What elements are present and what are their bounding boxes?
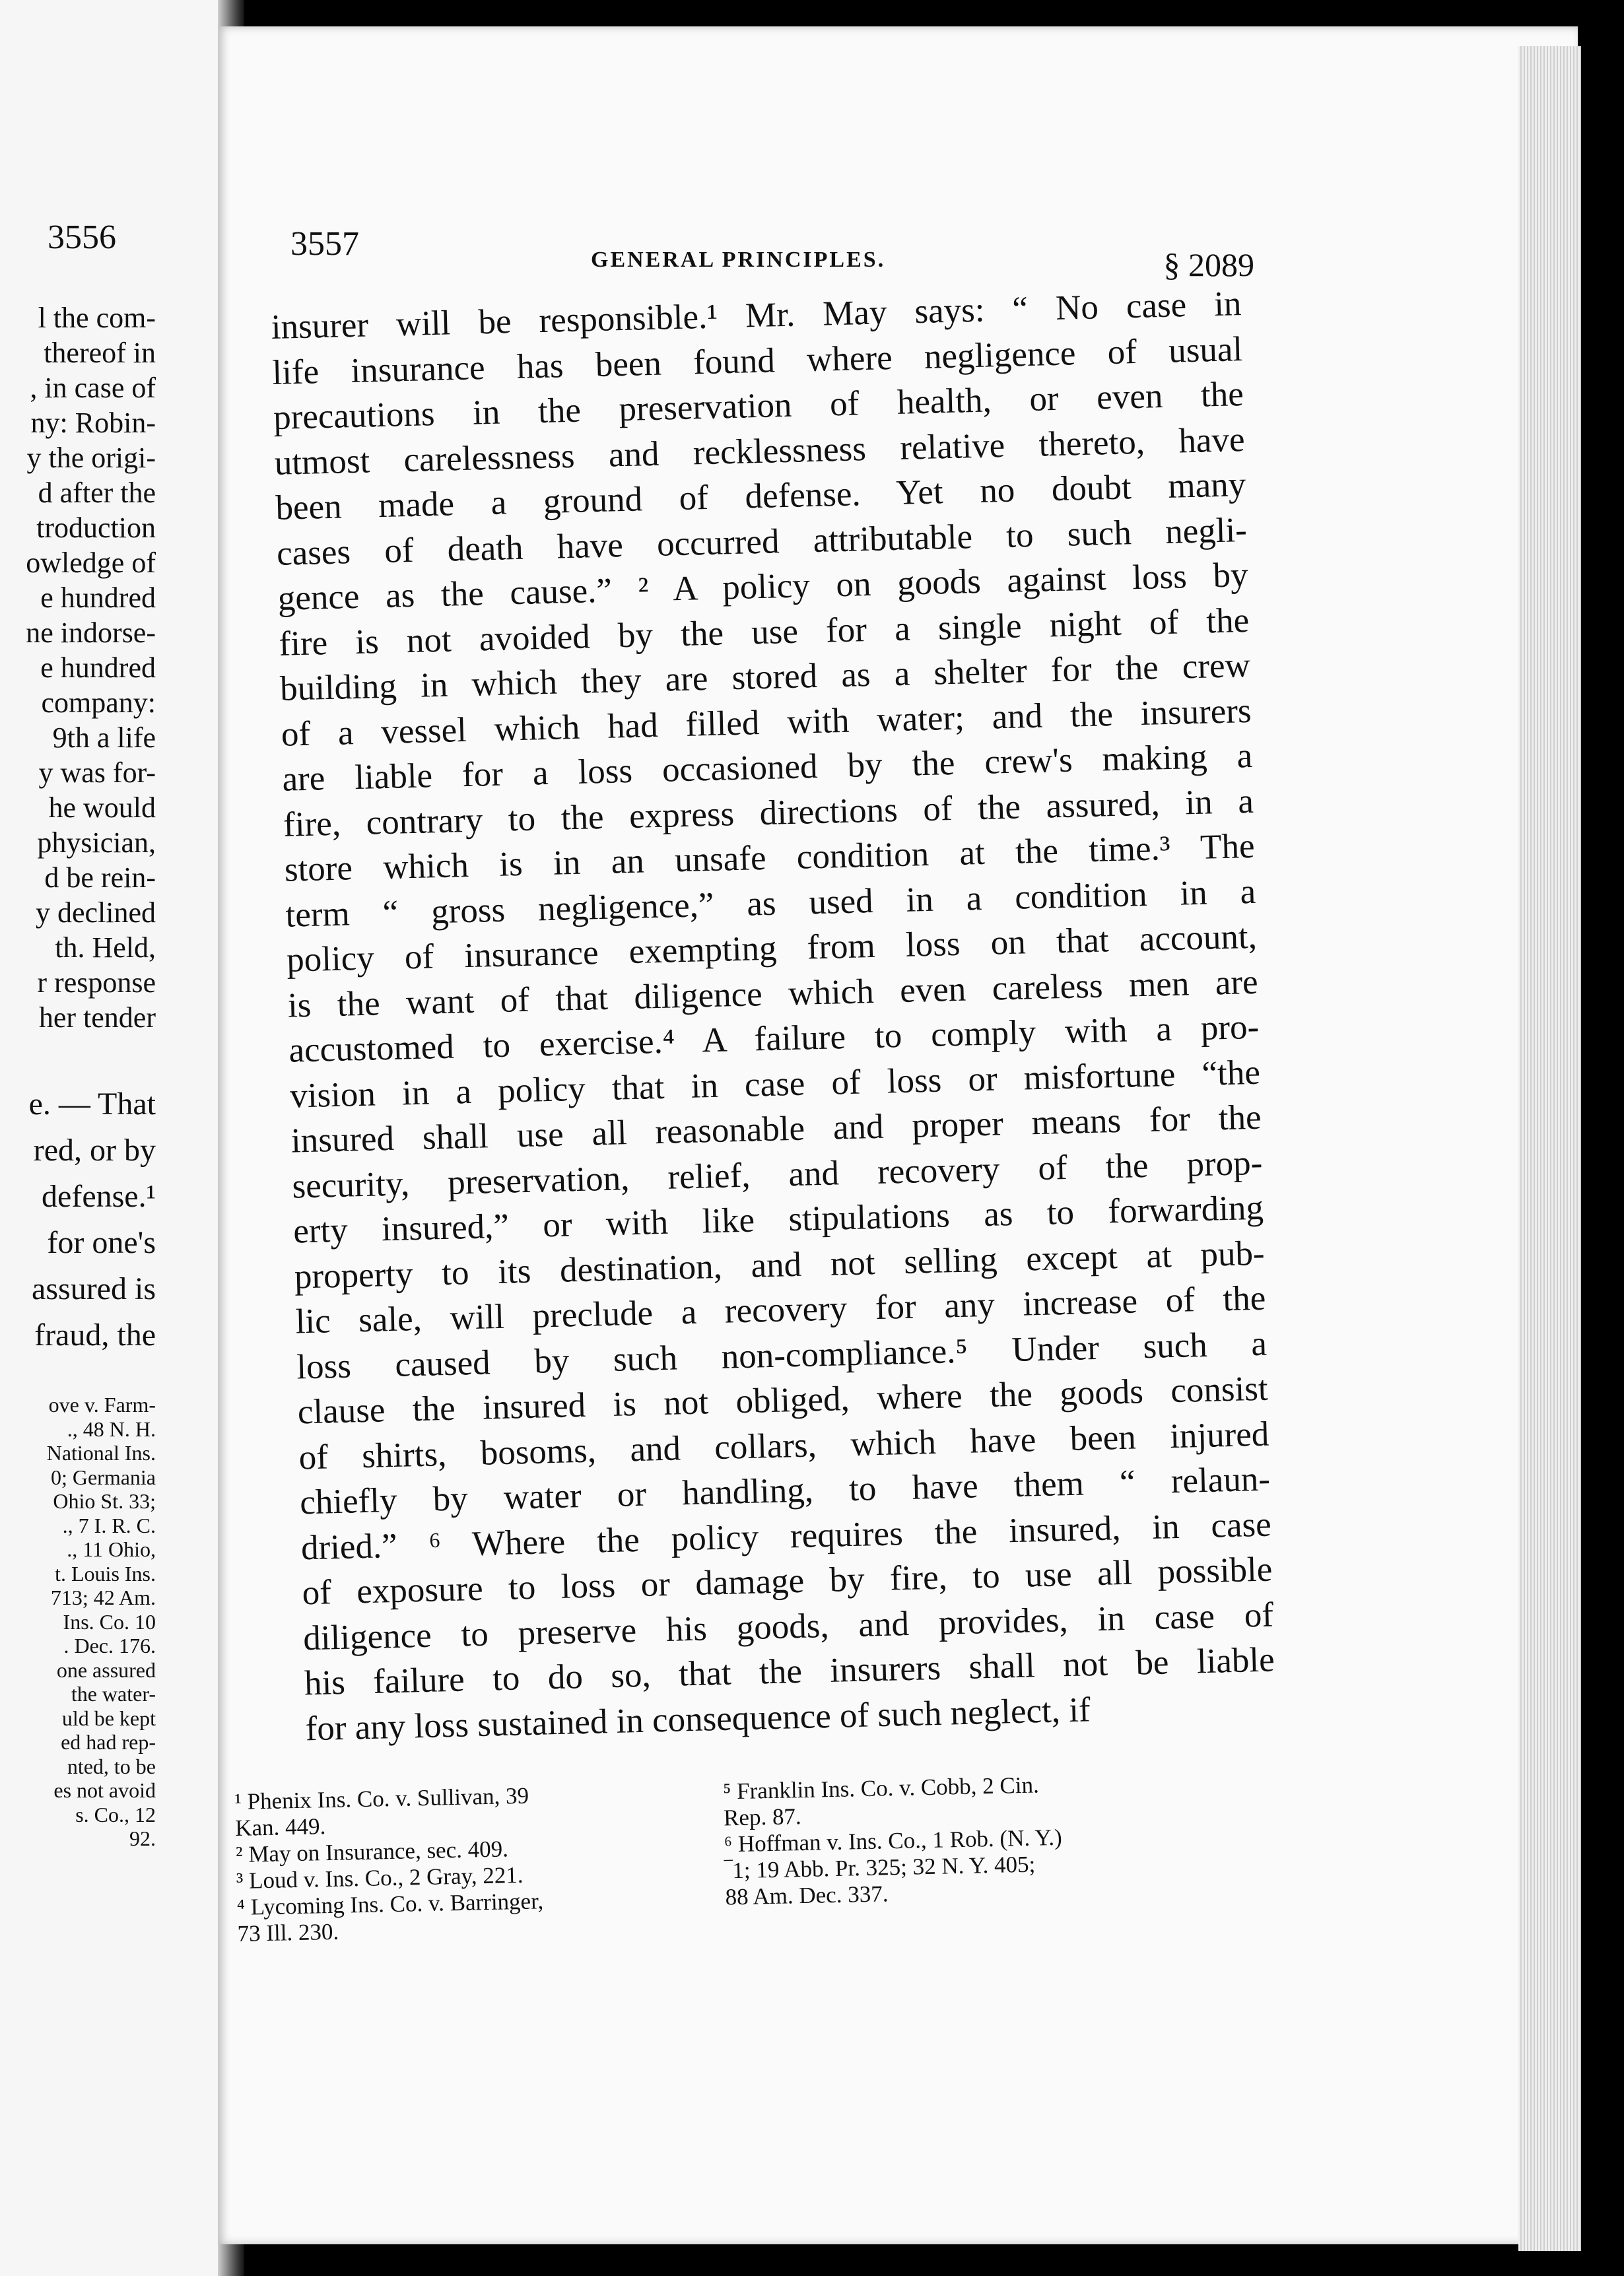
footnote-line: ⁵ Franklin Ins. Co. v. Cobb, 2 Cin. [722,1772,1040,1805]
left-footnote-line: nted, to be [67,1754,156,1778]
footnote-line: ² May on Insurance, sec. 409. [235,1836,509,1867]
body-text-line: insurer will be responsible.¹ Mr. May says: “ No case in [271,284,1242,347]
body-text-line: are liable for a loss occasioned by the crew's making a [281,736,1253,799]
left-footnote-line: . Dec. 176. [63,1634,156,1657]
left-text-line: r response [37,966,156,999]
body-text-line: insured shall use all reasonable and proper means for the [290,1098,1262,1160]
left-page [0,0,224,2276]
footnote-line: 88 Am. Dec. 337. [725,1881,889,1910]
body-text-line: loss caused by such non-compliance.⁵ Under such a [296,1324,1268,1387]
left-text-line: th. Held, [55,931,156,964]
left-page-number: 3556 [48,218,116,256]
left-page-text [0,300,224,1358]
left-text-line: her tender [38,1001,156,1034]
body-text-line: gence as the cause.” ² A policy on goods against loss by [277,555,1249,618]
footnote-line: Rep. 87. [723,1803,802,1831]
left-text-line: owledge of [26,547,156,579]
body-text-line: vision in a policy that in case of loss or misfortune “the [289,1053,1261,1116]
body-text-line: life insurance has been found where negligence of usual [271,329,1243,392]
footnote-line: Kan. 449. [234,1813,326,1841]
left-footnote-line: es not avoid [53,1778,156,1802]
left-text-line: fraud, the [34,1318,156,1353]
footnotes-left-column [234,1779,713,1947]
left-text-line: troduction [36,512,156,544]
left-text-line: for one's [47,1225,156,1260]
body-text-line: erty insured,” or with like stipulations as to forwarding [292,1188,1264,1251]
body-text-line: utmost carelessness and recklessness relative thereto, have [274,420,1246,483]
body-text-line: chiefly by water or handling, to have them “ relaun- [299,1459,1271,1522]
body-text-line: term “ gross negligence,” as used in a condition in a [285,872,1256,935]
left-footnote-line: s. Co., 12 [75,1802,156,1826]
left-text-line: thereof in [44,337,156,369]
left-text-line: y was for- [38,756,156,789]
body-text-line: cases of death have occurred attributable to such negli- [276,510,1248,573]
left-text-line: defense.¹ [42,1179,156,1214]
page-edges [1518,46,1581,2251]
left-text-line: he would [48,791,156,824]
page-header [290,224,1254,284]
left-footnote-line: the water- [71,1682,156,1706]
body-text-line: of exposure to loss or damage by fire, to use all possible [301,1550,1273,1613]
body-text-line: lic sale, will preclude a recovery for any increase of the [294,1279,1266,1341]
left-text-line: physician, [37,826,156,859]
body-text-line: of shirts, bosoms, and collars, which have been injured [298,1415,1269,1477]
left-text-line: e hundred [40,582,156,614]
left-page-footnotes [0,1393,224,1851]
body-text-line: his failure to do so, that the insurers shall not be liable [304,1640,1275,1703]
body-text-line: property to its destination, and not selling except at pub- [294,1234,1266,1296]
left-text-line: l the com- [38,302,156,334]
body-text-line: security, preservation, relief, and recovery of the prop- [291,1143,1263,1206]
body-text-line: for any loss sustained in consequence of such neglect, if [305,1690,1091,1748]
left-footnote-line: ., 11 Ohio, [67,1537,156,1561]
left-text-line: d after the [38,477,156,509]
left-footnote-line: ove v. Farm- [48,1393,156,1417]
left-text-line: d be rein- [44,861,156,894]
left-footnote-line: t. Louis Ins. [55,1561,156,1586]
left-text-line: assured is [32,1271,156,1306]
footnote-line: ⁴ Lycoming Ins. Co. v. Barringer, [236,1888,544,1920]
body-text-line: building in which they are stored as a shelter for the crew [279,646,1251,708]
left-footnote-line: Ins. Co. 10 [63,1609,156,1634]
body-text-line: policy of insurance exempting from loss on that account, [286,917,1258,980]
left-footnote-line: ., 7 I. R. C. [62,1513,156,1537]
left-text-line: 9th a life [52,721,156,754]
paragraph-gap [0,1035,224,1081]
left-text-line: e. — That [28,1087,156,1121]
left-footnote-line: ., 48 N. H. [67,1417,156,1441]
page-number: 3557 [290,225,359,263]
left-footnote-line: one assured [56,1657,156,1682]
left-footnote-line: ed had rep- [61,1730,156,1754]
footnote-line: 73 Ill. 230. [237,1918,339,1947]
left-text-line: red, or by [33,1133,156,1168]
body-text-line: diligence to preserve his goods, and provides, in case of [302,1595,1274,1657]
left-text-line: company: [41,686,156,719]
body-text-line: fire, contrary to the express directions of the assured, in a [283,782,1254,844]
left-footnote-line: 0; Germania [50,1465,156,1489]
left-text-line: ny: Robin- [30,407,156,439]
body-text-line: been made a ground of defense. Yet no doubt many [275,465,1246,527]
body-text-line: precautions in the preservation of health, or even the [273,375,1244,437]
body-text-line: of a vessel which had filled with water; and the insurers [281,691,1252,754]
footnotes-right-column [723,1768,1201,1910]
left-footnote-line: National Ins. [46,1441,156,1465]
body-text-line: store which is in an unsafe condition at the time.³ The [284,826,1256,889]
section-number: § 2089 [1163,246,1254,283]
body-text-line: fire is not avoided by the use for a single night of the [278,601,1250,663]
footnote-line: ³ Loud v. Ins. Co., 2 Gray, 221. [236,1861,524,1894]
left-text-line: y the origi- [26,442,156,474]
body-text-line: accustomed to exercise.⁴ A failure to comply with a pro- [288,1007,1260,1070]
left-footnote-line: 92. [129,1826,156,1850]
left-text-line: , in case of [30,372,156,404]
left-text-line: y declined [35,896,156,929]
footnote-line: ‾1; 19 Abb. Pr. 325; 32 N. Y. 405; [724,1851,1036,1884]
body-text-line: is the want of that diligence which even careless men are [287,962,1259,1025]
left-footnote-line: 713; 42 Am. [50,1586,156,1609]
running-title: GENERAL PRINCIPLES. [591,248,886,272]
footnote-line: ¹ Phenix Ins. Co. v. Sullivan, 39 [234,1782,529,1815]
body-text-line: clause the insured is not obliged, where the goods consist [297,1369,1269,1432]
body-text-line: dried.” ⁶ Where the policy requires the insured, in case [300,1505,1272,1567]
body-text [271,281,1276,1751]
left-text-line: ne indorse- [26,617,156,649]
left-footnote-line: Ohio St. 33; [53,1489,156,1513]
footnote-line: ⁶ Hoffman v. Ins. Co., 1 Rob. (N. Y.) [724,1824,1063,1858]
left-footnote-line: uld be kept [61,1706,156,1730]
left-text-line: e hundred [40,652,156,684]
